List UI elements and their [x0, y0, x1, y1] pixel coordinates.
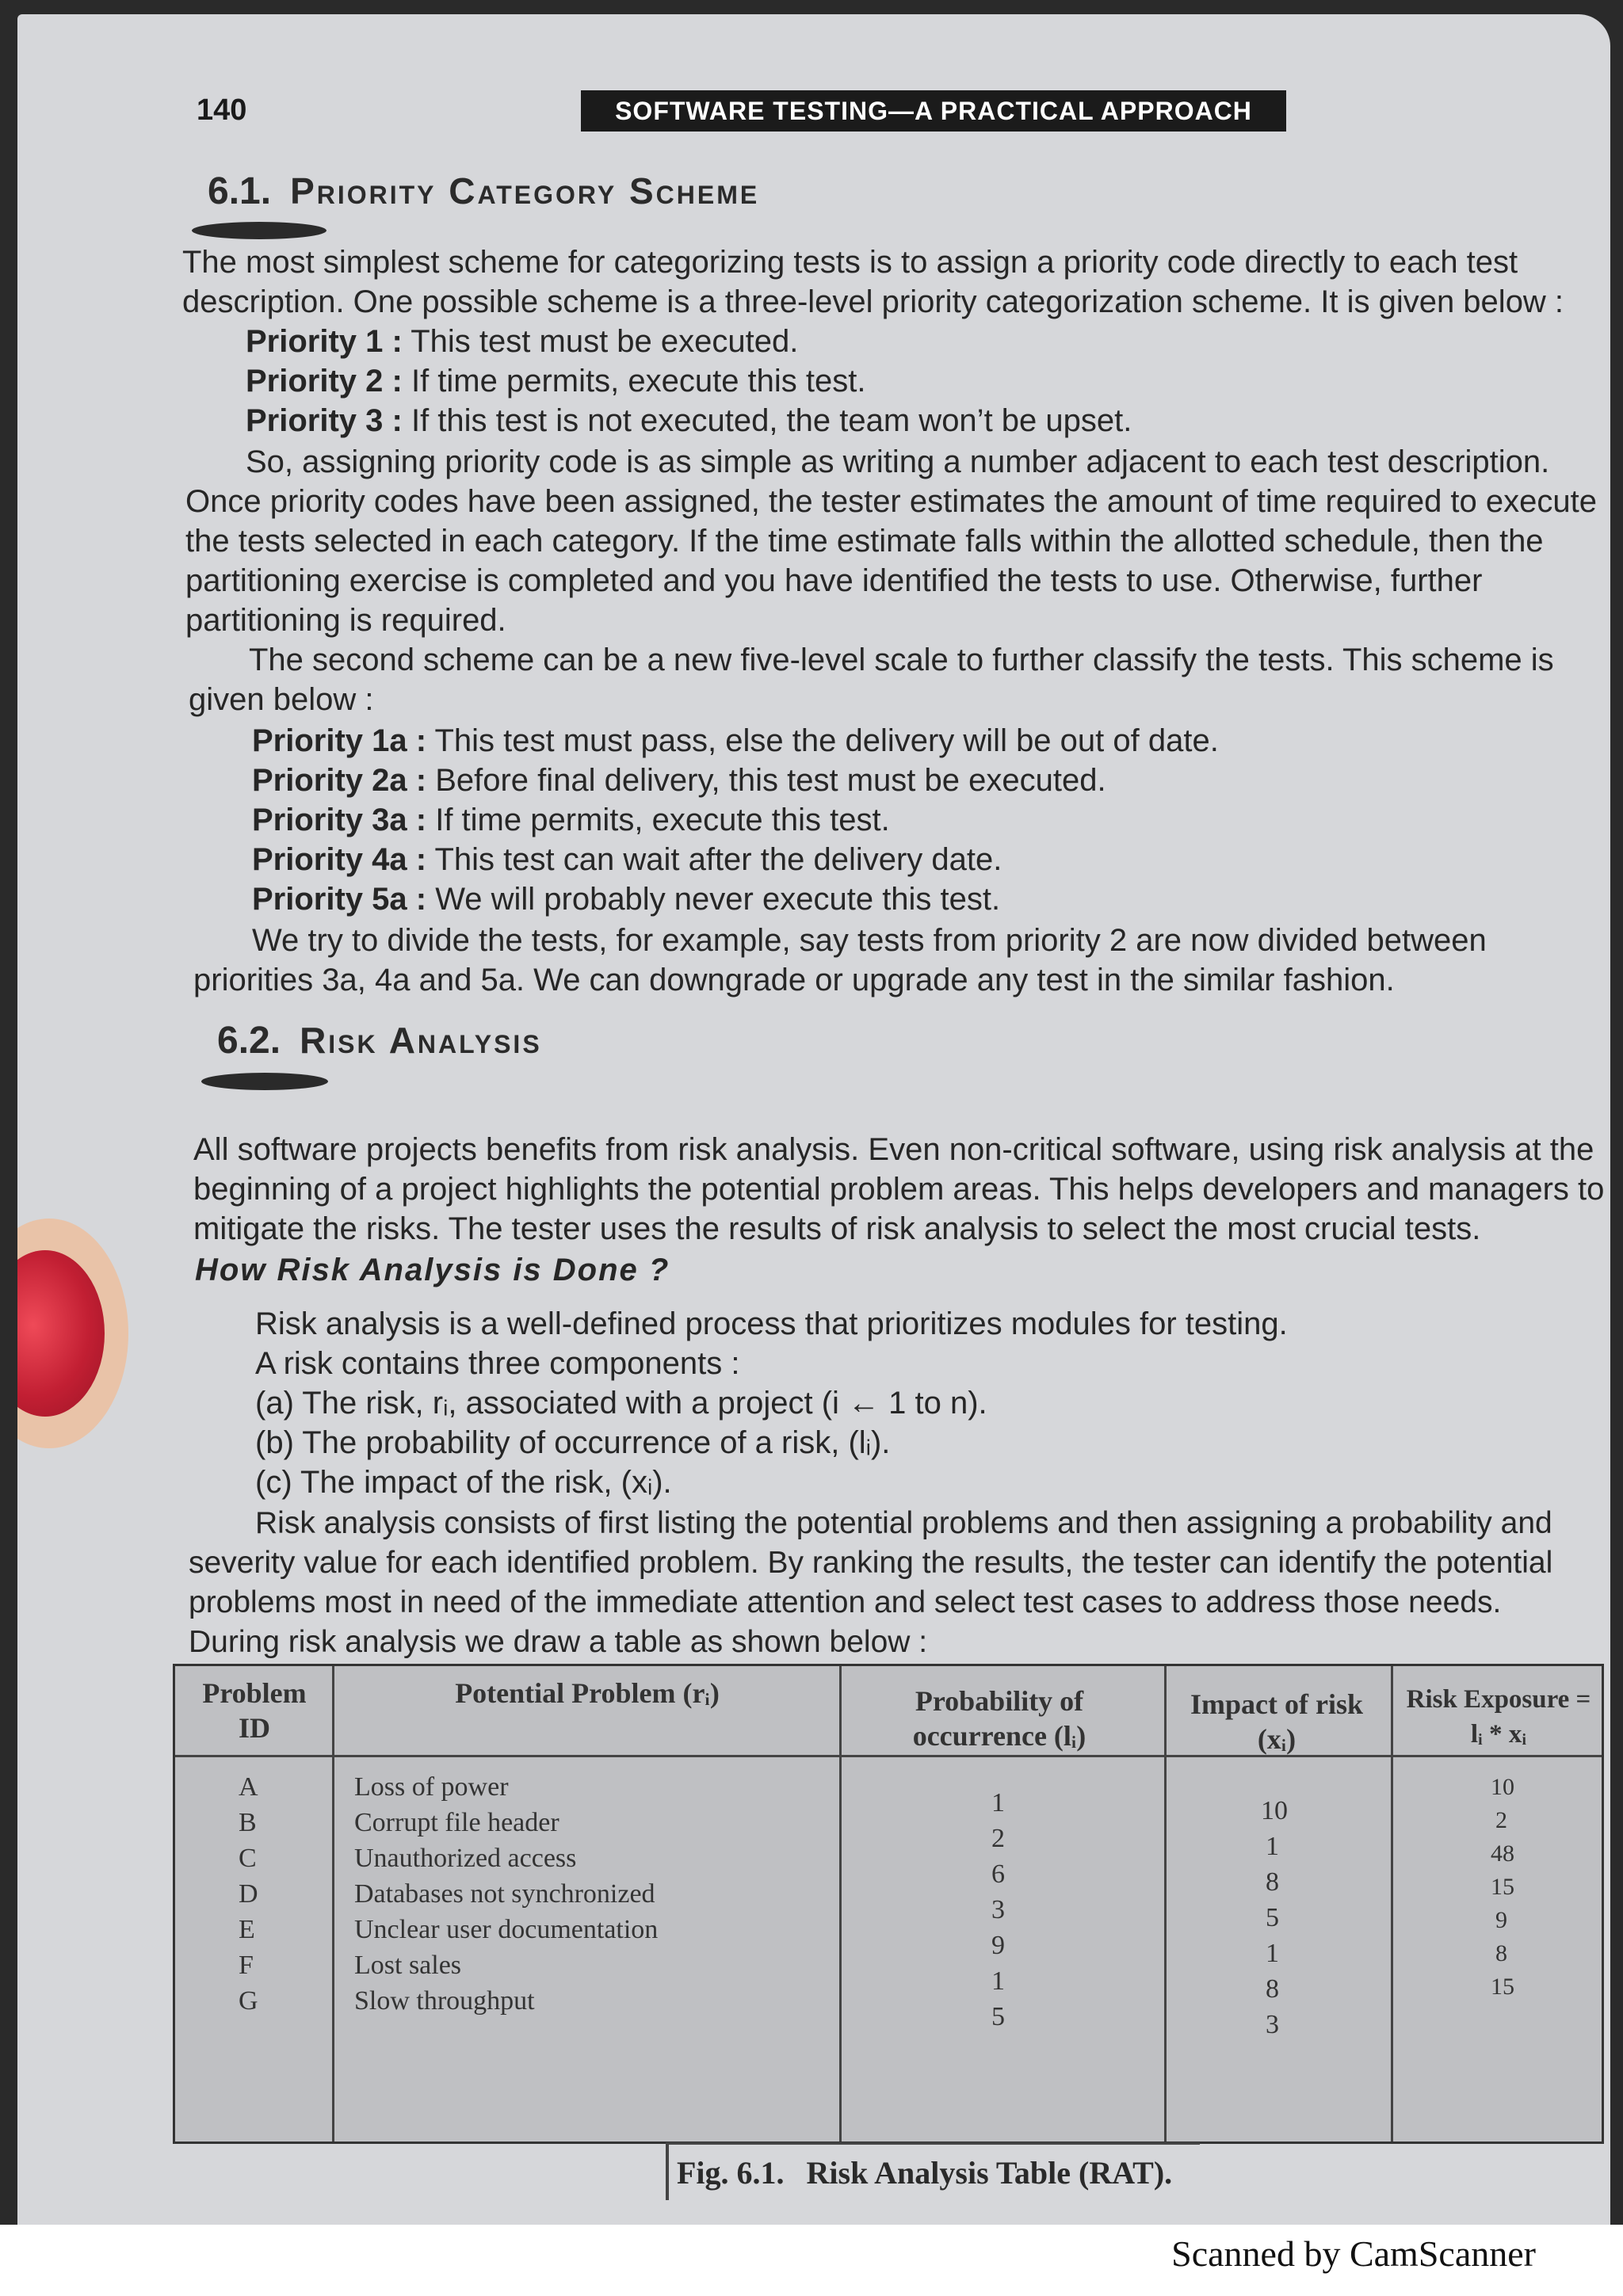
table-cell-id: C: [239, 1844, 257, 1873]
paragraph-line: During risk analysis we draw a table as shown below :: [189, 1625, 928, 1659]
priority-label: Priority 5a :: [252, 882, 427, 917]
table-cell-impact: 10: [1261, 1796, 1288, 1825]
table-cell-probability: 3: [991, 1895, 1005, 1924]
page-number: 140: [197, 93, 247, 127]
priority-text: Before final delivery, this test must be executed.: [435, 763, 1106, 798]
table-cell-problem: Databases not synchronized: [354, 1879, 655, 1909]
paragraph-line: So, assigning priority code is as simple as writing a number adjacent to each test description.: [246, 444, 1550, 479]
header-probability: Probability of occurrence (lᵢ): [912, 1685, 1086, 1752]
heading-swoosh: [192, 222, 327, 239]
table-cell-id: G: [239, 1986, 258, 2016]
running-head: SOFTWARE TESTING—A PRACTICAL APPROACH: [581, 90, 1286, 132]
table-cell-id: A: [239, 1772, 258, 1802]
component-item: (b) The probability of occurrence of a risk, (lᵢ).: [255, 1425, 891, 1460]
table-cell-exposure: 2: [1495, 1807, 1507, 1833]
priority-label: Priority 3 :: [246, 403, 403, 438]
priority-item: [252, 800, 890, 840]
book-page: [17, 14, 1610, 2225]
table-cell-probability: 6: [991, 1859, 1005, 1889]
caption-number: Fig. 6.1.: [677, 2154, 785, 2191]
table-cell-exposure: 15: [1491, 1874, 1514, 1900]
header-problem-id: Problem ID: [202, 1677, 307, 1744]
header-risk-exposure: Risk Exposure = lᵢ * xᵢ: [1406, 1685, 1591, 1749]
paragraph-line: The second scheme can be a new five-level scale to further classify the tests. This scheme is: [249, 643, 1554, 677]
priority-label: Priority 1a :: [252, 723, 427, 758]
paragraph-line: We try to divide the tests, for example, say tests from priority 2 are now divided between: [252, 923, 1487, 958]
table-cell-impact: 8: [1266, 1974, 1279, 2004]
table-cell-probability: 5: [991, 2002, 1005, 2031]
priority-label: Priority 3a :: [252, 803, 427, 837]
priority-text: If time permits, execute this test.: [411, 364, 866, 399]
priority-item: [252, 879, 1000, 919]
table-cell-impact: 1: [1266, 1939, 1279, 1968]
table-cell-probability: 1: [991, 1788, 1005, 1817]
table-cell-exposure: 9: [1495, 1907, 1507, 1933]
paragraph-line: description. One possible scheme is a three-level priority categorization scheme. It is given below :: [182, 284, 1564, 319]
section-title: Priority Category Scheme: [290, 170, 760, 212]
priority-label: Priority 2 :: [246, 364, 403, 399]
section-title: Risk Analysis: [300, 1020, 542, 1061]
table-cell-exposure: 10: [1491, 1774, 1514, 1800]
paragraph-line: severity value for each identified problem. By ranking the results, the tester can identify the potential: [189, 1546, 1553, 1580]
table-cell-probability: 9: [991, 1931, 1005, 1960]
subheading: How Risk Analysis is Done ?: [195, 1253, 670, 1287]
table-cell-impact: 8: [1266, 1867, 1279, 1897]
page-header: [197, 93, 1290, 132]
priority-text: This test can wait after the delivery date.: [434, 842, 1002, 877]
priority-item: [246, 361, 866, 401]
table-cell-id: B: [239, 1808, 257, 1837]
paragraph-line: All software projects benefits from risk analysis. Even non-critical software, using risk analysis at the: [193, 1132, 1594, 1167]
table-cell-probability: 2: [991, 1824, 1005, 1853]
paragraph-line: Risk analysis consists of first listing the potential problems and then assigning a probability and: [255, 1506, 1552, 1540]
table-cell-problem: Slow throughput: [354, 1986, 535, 2016]
priority-item: [252, 721, 1219, 761]
header-impact: Impact of risk (xᵢ): [1190, 1688, 1363, 1755]
table-cell-problem: Unauthorized access: [354, 1844, 577, 1873]
table-cell-probability: 1: [991, 1966, 1005, 1996]
priority-text: This test must be executed.: [411, 324, 799, 359]
priority-item: [252, 840, 1002, 879]
table-cell-id: D: [239, 1879, 258, 1909]
table-cell-problem: Corrupt file header: [354, 1808, 559, 1837]
table-cell-id: F: [239, 1951, 254, 1980]
paragraph-line: the tests selected in each category. If the time estimate falls within the allotted schedule, then the: [185, 524, 1544, 559]
table-cell-problem: Unclear user documentation: [354, 1915, 659, 1944]
paragraph-line: problems most in need of the immediate attention and select test cases to address those needs.: [189, 1585, 1502, 1619]
table-cell-impact: 5: [1266, 1903, 1279, 1932]
paragraph-line: Once priority codes have been assigned, the tester estimates the amount of time required to execute: [185, 484, 1597, 519]
section-number: 6.1.: [208, 170, 272, 212]
table-cell-problem: Loss of power: [354, 1772, 509, 1802]
table-cell-problem: Lost sales: [354, 1951, 462, 1980]
table-cell-exposure: 8: [1495, 1940, 1507, 1966]
priority-text: This test must pass, else the delivery will be out of date.: [434, 723, 1219, 758]
section-6-1-heading: [208, 170, 759, 213]
priority-item: [246, 401, 1132, 441]
table-cell-exposure: 48: [1491, 1840, 1514, 1867]
table-cell-id: E: [239, 1915, 255, 1944]
figure-caption: [666, 2142, 1200, 2200]
header-potential-problem: Potential Problem (rᵢ): [455, 1677, 720, 1709]
heading-swoosh: [201, 1073, 328, 1090]
table-cell-impact: 3: [1266, 2010, 1279, 2039]
table-cell-exposure: 15: [1491, 1974, 1514, 2000]
paragraph-line: partitioning is required.: [185, 603, 506, 638]
paragraph-line: priorities 3a, 4a and 5a. We can downgrade or upgrade any test in the similar fashion.: [193, 963, 1395, 997]
priority-text: If this test is not executed, the team won’t be upset.: [411, 403, 1132, 438]
component-item: (c) The impact of the risk, (xᵢ).: [255, 1465, 672, 1500]
paragraph-line: Risk analysis is a well-defined process that prioritizes modules for testing.: [255, 1306, 1288, 1341]
paragraph-line: The most simplest scheme for categorizing tests is to assign a priority code directly to each test: [182, 245, 1518, 280]
priority-item: [246, 322, 798, 361]
priority-label: Priority 2a :: [252, 763, 427, 798]
paragraph-line: partitioning exercise is completed and you have identified the tests to use. Otherwise, further: [185, 563, 1483, 598]
caption-text: Risk Analysis Table (RAT).: [806, 2154, 1173, 2191]
paragraph-line: given below :: [189, 682, 374, 717]
paragraph-line: A risk contains three components :: [255, 1346, 740, 1381]
risk-analysis-table: [173, 1664, 1604, 2144]
section-6-2-heading: [217, 1019, 542, 1062]
table-cell-impact: 1: [1266, 1832, 1279, 1861]
priority-item: [252, 761, 1106, 800]
scanned-by-text: Scanned by CamScanner: [1171, 2233, 1536, 2274]
priority-text: If time permits, execute this test.: [435, 803, 890, 837]
priority-text: We will probably never execute this test.: [435, 882, 1001, 917]
section-number: 6.2.: [217, 1020, 281, 1062]
priority-label: Priority 1 :: [246, 324, 403, 359]
priority-label: Priority 4a :: [252, 842, 427, 877]
paragraph-line: mitigate the risks. The tester uses the results of risk analysis to select the most crucial tests.: [193, 1211, 1481, 1246]
component-item: (a) The risk, rᵢ, associated with a project (i ← 1 to n).: [255, 1386, 987, 1421]
paragraph-line: beginning of a project highlights the potential problem areas. This helps developers and managers to: [193, 1172, 1605, 1207]
